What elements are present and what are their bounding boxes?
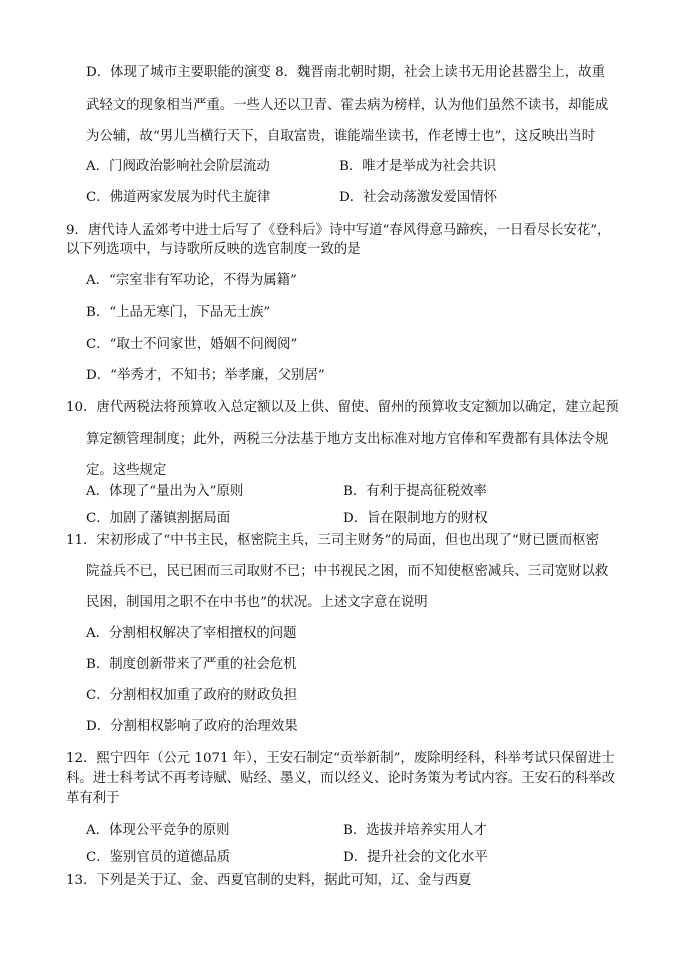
question-12-line-3: 革有利于 (66, 791, 120, 806)
question-11-line-1: 11．宋初形成了“中书主民，枢密院主兵，三司主财务”的局面，但也出现了“财已匮而枢密 (66, 533, 600, 548)
question-9-line-1: 9．唐代诗人孟郊考中进士后写了《登科后》诗中写道“春风得意马蹄疾，一日看尽长安花”， (66, 223, 611, 238)
question-8-option-d: D．社会动荡激发爱国情怀 (339, 190, 498, 205)
question-10-line-1: 10．唐代两税法将预算收入总定额以及上供、留使、留州的预算收支定额加以确定，建立起预 (66, 400, 619, 415)
question-12-option-c: C．鉴别官员的道德品质 (86, 850, 231, 865)
question-8-option-a: A．门阀政治影响社会阶层流动 (86, 159, 270, 174)
question-11-option-d: D．分割相权影响了政府的治理效果 (86, 719, 298, 734)
question-9-option-a: A．“宗室非有军功论，不得为属籍” (86, 273, 297, 288)
question-11-line-3: 民困，制国用之职不在中书也”的状况。上述文字意在说明 (86, 595, 428, 610)
question-11-option-a: A．分割相权解决了宰相擅权的问题 (86, 626, 297, 641)
question-11-option-b: B．制度创新带来了严重的社会危机 (86, 657, 297, 672)
question-12-option-a: A．体现公平竞争的原则 (86, 823, 230, 838)
question-8-line-2: 武轻文的现象相当严重。一些人还以卫青、霍去病为榜样，认为他们虽然不读书，却能成 (86, 98, 609, 113)
question-10-option-a: A．体现了“量出为入”原则 (86, 484, 244, 499)
question-9-option-d: D．“举秀才，不知书；举孝廉，父别居” (86, 368, 325, 383)
question-10-line-3: 定。这些规定 (86, 463, 167, 478)
question-9-line-2: 以下列选项中，与诗歌所反映的选官制度一致的是 (66, 242, 361, 257)
question-8-line-1: D．体现了城市主要职能的演变 8．魏晋南北朝时期，社会上读书无用论甚嚣尘上，故重 (86, 65, 605, 80)
question-9-option-c: C．“取士不问家世，婚姻不问阀阅” (86, 337, 298, 352)
question-8-line-3: 为公辅，故“男儿当横行天下，自取富贵，谁能端坐读书，作老博士也”，这反映出当时 (86, 129, 596, 144)
question-8-option-c: C．佛道两家发展为时代主旋律 (86, 190, 271, 205)
question-11-line-2: 院益兵不已，民已困而三司取财不已；中书视民之困，而不知使枢密减兵、三司宽财以救 (86, 564, 609, 579)
question-12-option-b: B．选拔并培养实用人才 (343, 823, 487, 838)
question-13-line-1: 13．下列是关于辽、金、西夏官制的史料，据此可知，辽、金与西夏 (66, 873, 472, 888)
question-9-option-b: B．“上品无寒门，下品无士族” (86, 305, 271, 320)
question-10-option-d: D．旨在限制地方的财权 (343, 511, 488, 526)
question-10-option-c: C．加剧了藩镇割据局面 (86, 511, 231, 526)
question-12-line-2: 科。进士科考试不再考诗赋、贴经、墨义，而以经义、论时务策为考试内容。王安石的科举改 (66, 771, 616, 786)
question-8-option-b: B．唯才是举成为社会共识 (339, 159, 497, 174)
question-12-option-d: D．提升社会的文化水平 (343, 850, 488, 865)
question-12-line-1: 12．熙宁四年（公元 1071 年），王安石制定“贡举新制”，废除明经科，科举考试只保留进士 (66, 751, 615, 766)
question-10-line-2: 算定额管理制度；此外，两税三分法基于地方支出标准对地方官俸和军费都有具体法令规 (86, 432, 609, 447)
question-10-option-b: B．有利于提高征税效率 (343, 484, 487, 499)
question-11-option-c: C．分割相权加重了政府的财政负担 (86, 688, 298, 703)
